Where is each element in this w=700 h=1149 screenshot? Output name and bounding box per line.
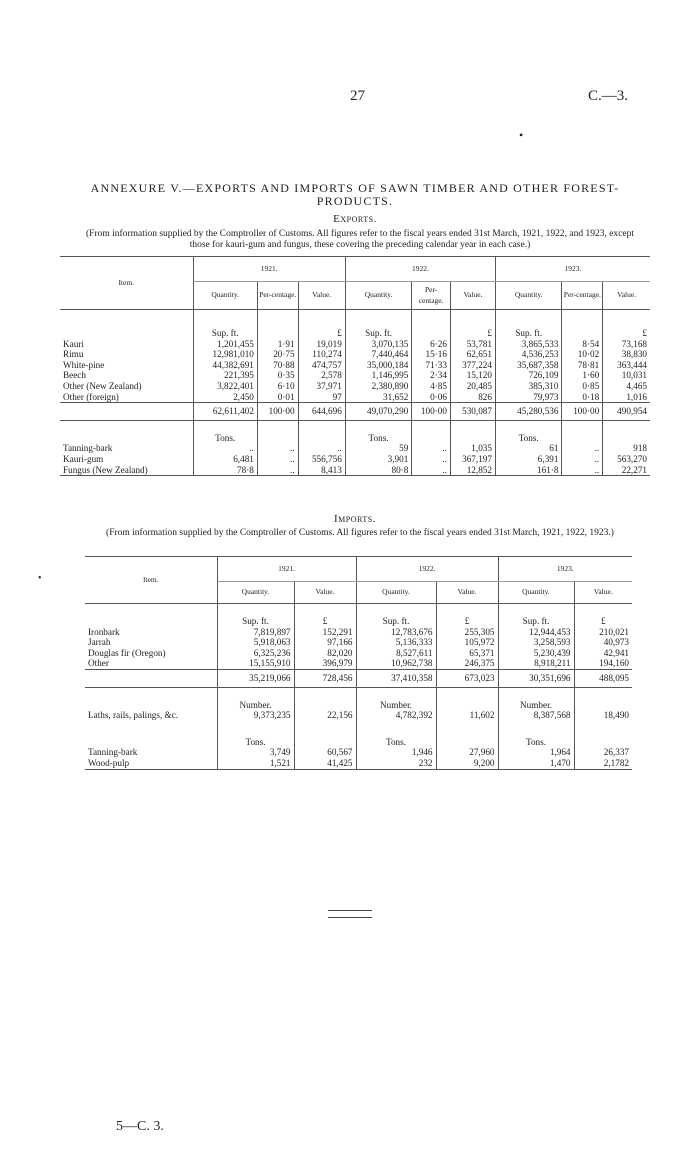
table-cell: 82,020 [294,648,356,659]
footer-signature: 5—C. 3. [116,1119,164,1134]
table-cell: 27,960 [436,747,498,758]
section-separator [328,917,372,918]
table-cell: 0·18 [562,392,603,403]
table-cell: 7,440,464 [345,349,412,360]
table-cell: 37,971 [298,381,345,392]
table-cell: 15,155,910 [217,658,294,669]
item-name: Fungus (New Zealand) [63,464,148,475]
unit-label: £ [574,616,632,627]
col-quantity: Quantity. [217,582,294,604]
total-cell: 530,087 [450,403,495,421]
col-quantity: Quantity. [498,582,574,604]
table-cell: 9,200 [436,758,498,769]
unit-label: Sup. ft. [495,328,562,339]
table-cell: 0·01 [257,392,298,403]
table-cell: 42,941 [574,648,632,659]
col-quantity: Quantity. [356,582,436,604]
imports-timber-total-row [85,669,632,687]
annexure-title: ANNEXURE V.—EXPORTS AND IMPORTS OF SAWN TIMBER AND OTHER FOREST-PRODUCTS. [90,181,620,208]
item-name: Other [88,658,109,669]
table-cell: 73,168 [603,339,650,350]
table-cell: 8,527,611 [356,648,436,659]
col-percentage: Per-centage. [562,282,603,310]
exports-item-header: Item. [60,257,193,310]
table-cell: 44,382,691 [193,360,257,371]
table-cell: 15,120 [450,370,495,381]
table-cell: 556,756 [298,454,345,465]
col-quantity: Quantity. [193,282,257,310]
item-name: Kauri [63,338,84,349]
unit-label: Tons. [345,433,412,444]
item-name: Wood-pulp [88,757,130,768]
col-quantity: Quantity. [345,282,412,310]
table-cell: 19,019 [298,339,345,350]
table-row [85,627,632,638]
unit-label: £ [298,328,345,339]
table-cell: 12,981,010 [193,349,257,360]
table-cell: .. [412,465,451,476]
table-cell: 1,946 [356,747,436,758]
table-cell: 161·8 [495,465,562,476]
table-cell: 40,973 [574,637,632,648]
table-cell: 3,865,533 [495,339,562,350]
unit-label: Tons. [193,433,257,444]
table-cell: .. [412,454,451,465]
table-cell: 3,070,135 [345,339,412,350]
page-number: 27 [350,88,365,104]
exports-table [60,256,650,476]
table-cell: 152,291 [294,627,356,638]
total-cell: 30,351,696 [498,669,574,687]
total-cell: 49,070,290 [345,403,412,421]
imports-heading: Imports. [334,513,376,525]
table-cell: 232 [356,758,436,769]
imports-laths-row [85,710,632,721]
quantity-cell: 8,387,568 [498,710,574,721]
table-cell: 78·8 [193,465,257,476]
table-cell: 246,375 [436,658,498,669]
table-cell: 396,979 [294,658,356,669]
table-cell: 1,964 [498,747,574,758]
table-cell: 6,481 [193,454,257,465]
table-cell: 210,021 [574,627,632,638]
table-cell: 3,749 [217,747,294,758]
table-cell: 35,000,184 [345,360,412,371]
table-cell: 1·60 [562,370,603,381]
value-cell: 22,156 [294,710,356,721]
item-name: White-pine [63,359,105,370]
exports-year-1923: 1923. [495,257,650,282]
table-row [60,454,650,465]
table-cell: 10·02 [562,349,603,360]
table-cell: 2,450 [193,392,257,403]
document-reference: C.—3. [588,88,629,104]
table-cell: .. [562,465,603,476]
item-name: Douglas fir (Oregon) [88,647,166,658]
col-value: Value. [298,282,345,310]
total-cell: 45,280,536 [495,403,562,421]
table-cell: 2,578 [298,370,345,381]
total-cell: 100·00 [412,403,451,421]
table-cell: 1·91 [257,339,298,350]
item-name: Tanning-bark [88,747,138,758]
exports-year-1922: 1922. [345,257,495,282]
unit-label: £ [294,616,356,627]
exports-tons-row [60,433,650,444]
table-cell: 3,901 [345,454,412,465]
total-cell: 673,023 [436,669,498,687]
table-cell: 38,830 [603,349,650,360]
table-cell: 1,470 [498,758,574,769]
table-cell: .. [193,443,257,454]
table-cell: .. [298,443,345,454]
col-value: Value. [450,282,495,310]
table-row [60,392,650,403]
table-cell: 8,918,211 [498,658,574,669]
table-cell: 97 [298,392,345,403]
table-cell: .. [257,465,298,476]
table-row [60,443,650,454]
value-cell: 18,490 [574,710,632,721]
exports-heading: Exports. [333,213,377,225]
unit-label: Tons. [498,737,574,748]
col-value: Value. [294,582,356,604]
table-cell: .. [257,443,298,454]
table-cell: 4·85 [412,381,451,392]
table-cell: 2,380,890 [345,381,412,392]
table-cell: 6·26 [412,339,451,350]
table-cell: 1,146,995 [345,370,412,381]
table-cell: 367,197 [450,454,495,465]
exports-timber-total-row [60,403,650,421]
section-separator [328,910,372,911]
item-name: Beech [63,370,86,381]
value-cell: 11,602 [436,710,498,721]
imports-year-1922: 1922. [356,557,498,582]
table-cell: 3,258,593 [498,637,574,648]
unit-label: £ [450,328,495,339]
total-cell: 62,611,402 [193,403,257,421]
table-cell: 918 [603,443,650,454]
table-cell: 12,852 [450,465,495,476]
table-row [60,339,650,350]
table-cell: 12,783,676 [356,627,436,638]
table-cell: 26,337 [574,747,632,758]
unit-label: Sup. ft. [217,616,294,627]
table-cell: 31,652 [345,392,412,403]
table-cell: 385,310 [495,381,562,392]
table-cell: 41,425 [294,758,356,769]
col-quantity: Quantity. [495,282,562,310]
table-cell: 62,651 [450,349,495,360]
table-cell: 8,413 [298,465,345,476]
table-cell: 61 [495,443,562,454]
quantity-cell: 9,373,235 [217,710,294,721]
table-cell: 0·06 [412,392,451,403]
table-cell: 15·16 [412,349,451,360]
col-percentage: Per-centage. [412,282,451,310]
table-cell: .. [257,454,298,465]
quantity-cell: 4,782,392 [356,710,436,721]
item-name: Other (New Zealand) [63,380,142,391]
total-cell: 37,410,358 [356,669,436,687]
table-cell: 70·88 [257,360,298,371]
table-cell: 1,016 [603,392,650,403]
table-cell: 20·75 [257,349,298,360]
table-cell: 7,819,897 [217,627,294,638]
unit-label: Number. [498,700,574,711]
imports-tons-row [85,737,632,748]
table-cell: 71·33 [412,360,451,371]
table-cell: 726,109 [495,370,562,381]
unit-label: Tons. [217,737,294,748]
table-cell: .. [562,454,603,465]
table-row [85,747,632,758]
item-name: Ironbark [88,626,120,637]
imports-year-1923: 1923. [498,557,632,582]
table-cell: .. [562,443,603,454]
table-row [85,648,632,659]
table-cell: 110,274 [298,349,345,360]
table-cell: 65,371 [436,648,498,659]
col-value: Value. [574,582,632,604]
table-cell: 22,271 [603,465,650,476]
table-cell: 363,444 [603,360,650,371]
total-cell: 488,095 [574,669,632,687]
table-cell: 5,136,333 [356,637,436,648]
exports-year-1921: 1921. [193,257,345,282]
table-cell: 2,1782 [574,758,632,769]
unit-label: £ [603,328,650,339]
exports-units-row [60,328,650,339]
table-cell: 78·81 [562,360,603,371]
table-cell: 8·54 [562,339,603,350]
table-row [60,360,650,371]
table-cell: 60,567 [294,747,356,758]
table-cell: 6·10 [257,381,298,392]
total-cell: 100·00 [562,403,603,421]
table-cell: 10,031 [603,370,650,381]
imports-note: (From information supplied by the Comptroller of Customs. All figures refer to the fiscal years ended 31st March, 1921, 1922, 1923.) [106,528,614,538]
table-cell: 97,166 [294,637,356,648]
total-cell: 728,456 [294,669,356,687]
table-cell: 194,160 [574,658,632,669]
table-cell: 3,822,401 [193,381,257,392]
unit-label: Sup. ft. [498,616,574,627]
total-cell: 490,954 [603,403,650,421]
table-cell: 59 [345,443,412,454]
table-cell: 4,536,253 [495,349,562,360]
table-cell: 826 [450,392,495,403]
table-row [60,349,650,360]
table-cell: 53,781 [450,339,495,350]
item-name: Jarrah [88,637,111,648]
table-cell: 6,391 [495,454,562,465]
table-cell: 377,224 [450,360,495,371]
table-cell: 35,687,358 [495,360,562,371]
table-cell: 5,918,063 [217,637,294,648]
table-cell: 255,305 [436,627,498,638]
table-row [85,658,632,669]
table-cell: 20,485 [450,381,495,392]
total-cell: 100·00 [257,403,298,421]
table-cell: 105,972 [436,637,498,648]
table-row [85,637,632,648]
imports-table [85,556,632,770]
item-name: Tanning-bark [63,443,113,454]
unit-label: Tons. [495,433,562,444]
table-cell: 1,521 [217,758,294,769]
table-cell: 5,230,439 [498,648,574,659]
col-value: Value. [436,582,498,604]
item-name: Kauri-gum [63,453,104,464]
margin-dot: • [38,573,42,584]
total-cell: 35,219,066 [217,669,294,687]
table-row [60,381,650,392]
unit-label: £ [436,616,498,627]
table-cell: 4,465 [603,381,650,392]
unit-label: Tons. [356,737,436,748]
table-cell: 221,395 [193,370,257,381]
table-cell: 79,973 [495,392,562,403]
exports-note: (From information supplied by the Comptroller of Customs. All figures refer to the fiscal years ended 31st March, 1921, 1922, and 1923, except those for kauri-gum and fungus, these covering the preceding calendar year in each case.) [86,229,634,250]
total-cell: 644,696 [298,403,345,421]
unit-label: Sup. ft. [345,328,412,339]
imports-number-row [85,700,632,711]
unit-label: Number. [217,700,294,711]
table-cell: 563,270 [603,454,650,465]
table-cell: 1,035 [450,443,495,454]
table-cell: 0·35 [257,370,298,381]
item-name: Laths, rails, palings, &c. [88,710,179,721]
table-cell: 12,944,453 [498,627,574,638]
table-row [60,370,650,381]
col-value: Value. [603,282,650,310]
table-cell: 1,201,455 [193,339,257,350]
table-cell: 6,325,236 [217,648,294,659]
imports-year-1921: 1921. [217,557,356,582]
item-name: Rimu [63,349,84,360]
col-percentage: Per-centage. [257,282,298,310]
ink-dot: • [519,128,524,142]
unit-label: Number. [356,700,436,711]
item-name: Other (foreign) [63,391,119,402]
unit-label: Sup. ft. [356,616,436,627]
table-cell: 0·85 [562,381,603,392]
imports-item-header: Item. [85,557,217,604]
table-row [60,465,650,476]
table-row [85,758,632,769]
table-cell: 10,962,738 [356,658,436,669]
table-cell: 80·8 [345,465,412,476]
table-cell: 2·34 [412,370,451,381]
table-cell: .. [412,443,451,454]
imports-units-row [85,616,632,627]
unit-label: Sup. ft. [193,328,257,339]
table-cell: 474,757 [298,360,345,371]
